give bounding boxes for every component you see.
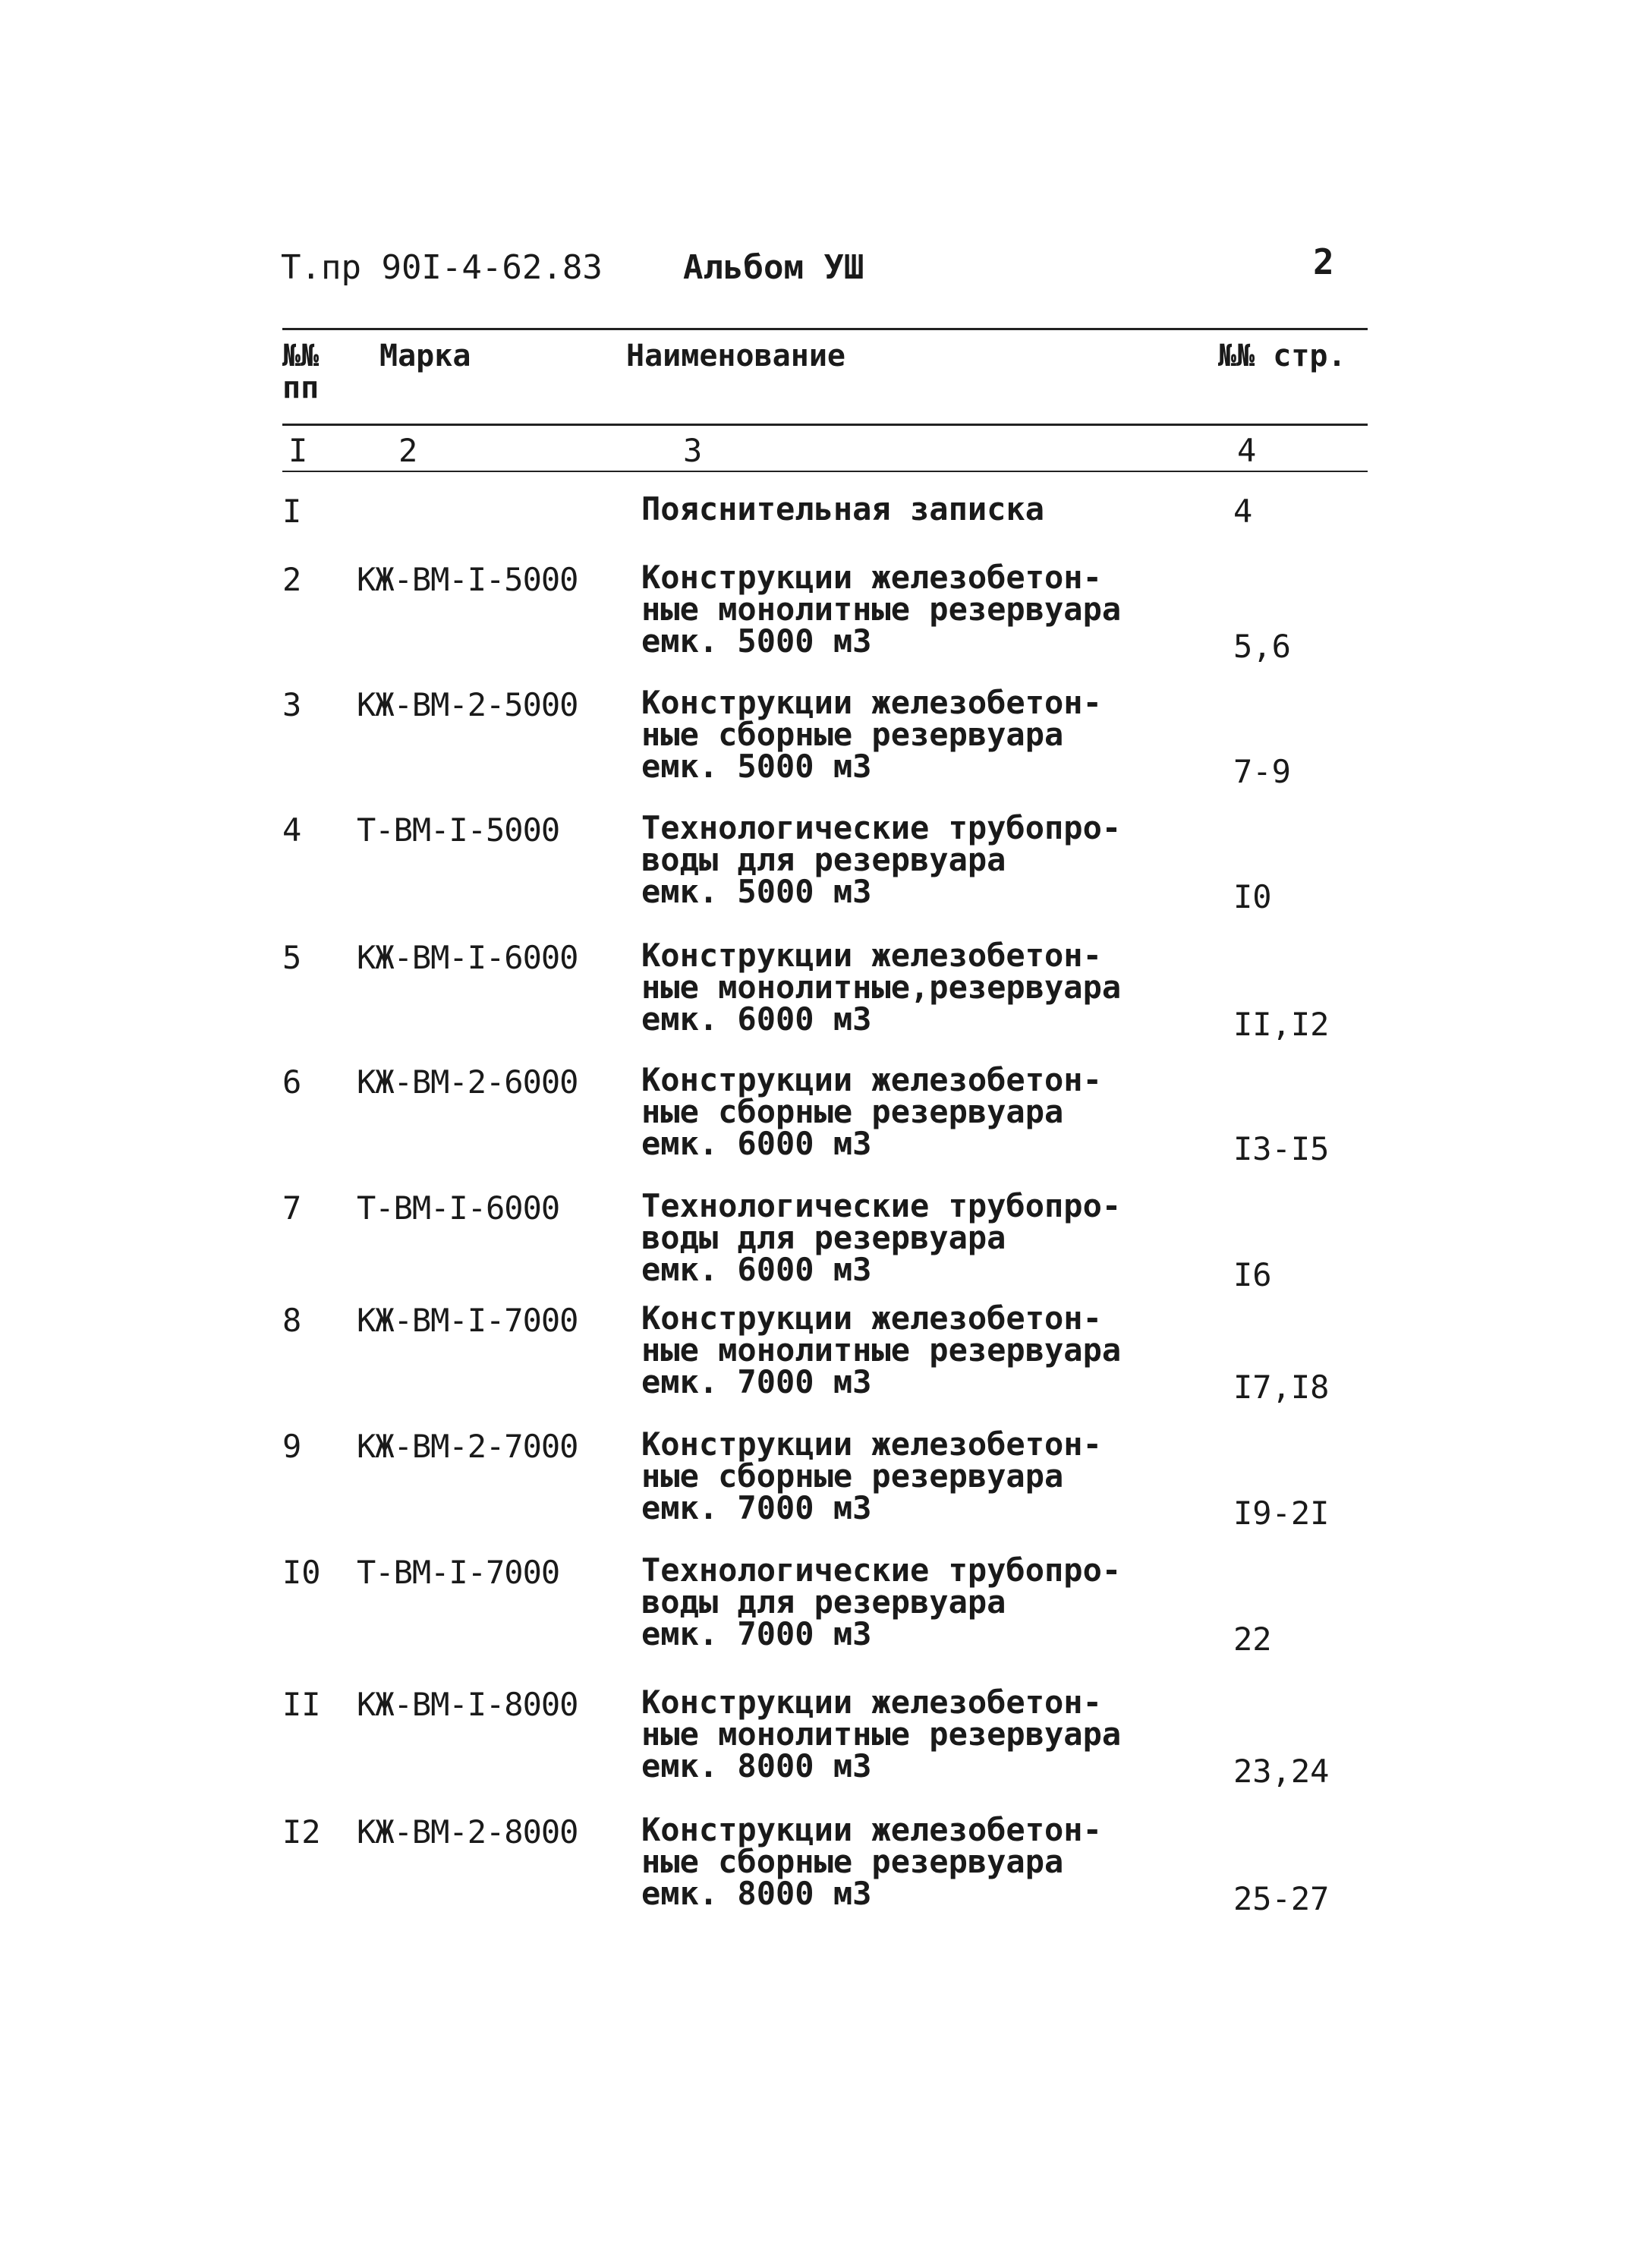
row-name-line: Конструкции железобетон-	[641, 1425, 1102, 1463]
row-name	[641, 490, 1188, 528]
row-mark: КЖ-ВМ-2-7000	[357, 1428, 578, 1465]
row-name-line: Конструкции железобетон-	[641, 1061, 1102, 1098]
row-mark: КЖ-ВМ-I-8000	[357, 1686, 578, 1723]
row-name	[641, 559, 1188, 660]
row-name-line: Конструкции железобетон-	[641, 559, 1102, 596]
row-name-line: Конструкции железобетон-	[641, 1299, 1102, 1337]
column-number-2: 2	[398, 432, 418, 469]
row-name-line: Конструкции железобетон-	[641, 1684, 1102, 1721]
column-header-mark: Марка	[379, 339, 471, 373]
row-number: I2	[282, 1813, 321, 1851]
row-pages: 5,6	[1233, 628, 1291, 665]
row-mark: КЖ-ВМ-I-5000	[357, 561, 578, 598]
row-name-line: емк. 6000 м3	[641, 1125, 872, 1162]
row-name	[641, 1299, 1188, 1400]
row-name-line: Технологические трубопро-	[641, 1551, 1122, 1589]
row-name-line: Конструкции железобетон-	[641, 684, 1102, 721]
row-name-line: Технологические трубопро-	[641, 809, 1122, 846]
row-number: I0	[282, 1554, 321, 1591]
row-pages: I6	[1233, 1256, 1272, 1293]
column-number-1: I	[288, 432, 308, 469]
row-name-line: ные сборные резервуара	[641, 716, 1064, 753]
row-name	[641, 1811, 1188, 1912]
column-numbers-rule	[282, 471, 1368, 472]
row-number: 9	[282, 1428, 302, 1465]
row-number: 8	[282, 1302, 302, 1339]
row-number: 2	[282, 561, 302, 598]
row-name-line: ные сборные резервуара	[641, 1843, 1064, 1880]
row-name	[641, 1425, 1188, 1526]
row-name-line: Конструкции железобетон-	[641, 937, 1102, 974]
row-name-line: ные монолитные резервуара	[641, 1715, 1122, 1753]
row-name	[641, 1061, 1188, 1162]
row-number: 3	[282, 686, 302, 723]
row-number: 6	[282, 1063, 302, 1101]
row-pages: 25-27	[1233, 1880, 1330, 1917]
row-name-line: емк. 5000 м3	[641, 748, 872, 785]
page-header	[281, 241, 1343, 295]
row-number: 7	[282, 1189, 302, 1227]
row-mark: Т-ВМ-I-6000	[357, 1189, 560, 1227]
row-name-line: воды для резервуара	[641, 1583, 1006, 1621]
row-name	[641, 1551, 1188, 1652]
header-bottom-rule	[282, 424, 1368, 426]
row-number: 4	[282, 811, 302, 849]
row-name-line: воды для резервуара	[641, 1219, 1006, 1256]
row-mark: КЖ-ВМ-2-5000	[357, 686, 578, 723]
row-pages: I7,I8	[1233, 1369, 1330, 1406]
row-pages: 7-9	[1233, 753, 1291, 790]
row-name-line: емк. 8000 м3	[641, 1747, 872, 1784]
row-mark: КЖ-ВМ-2-8000	[357, 1813, 578, 1851]
row-mark: Т-ВМ-I-5000	[357, 811, 560, 849]
row-pages: 23,24	[1233, 1753, 1330, 1790]
row-name-line: Пояснительная записка	[641, 490, 1045, 528]
row-number: II	[282, 1686, 321, 1723]
row-pages: 4	[1233, 493, 1253, 530]
row-mark: КЖ-ВМ-I-6000	[357, 939, 578, 976]
row-name	[641, 937, 1188, 1038]
row-name-line: емк. 8000 м3	[641, 1875, 872, 1912]
row-name-line: воды для резервуара	[641, 841, 1006, 878]
row-mark: Т-ВМ-I-7000	[357, 1554, 560, 1591]
column-number-3: 3	[683, 432, 703, 469]
row-name-line: ные сборные резервуара	[641, 1093, 1064, 1130]
row-name-line: емк. 7000 м3	[641, 1363, 872, 1400]
row-pages: 22	[1233, 1621, 1272, 1658]
column-number-4: 4	[1237, 432, 1257, 469]
row-name-line: емк. 7000 м3	[641, 1489, 872, 1526]
album-title: Альбом УШ	[683, 248, 864, 287]
row-name	[641, 809, 1188, 910]
row-number: 5	[282, 939, 302, 976]
row-name-line: емк. 6000 м3	[641, 1000, 872, 1038]
row-mark: КЖ-ВМ-I-7000	[357, 1302, 578, 1339]
page-number: 2	[1313, 241, 1334, 282]
row-name-line: ные монолитные резервуара	[641, 591, 1122, 628]
row-name-line: емк. 7000 м3	[641, 1615, 872, 1652]
table-top-rule	[282, 328, 1368, 330]
document-code: Т.пр 90I-4-62.83	[281, 248, 603, 287]
row-name	[641, 684, 1188, 785]
row-pages: I9-2I	[1233, 1495, 1330, 1532]
row-name-line: ные сборные резервуара	[641, 1457, 1064, 1495]
row-name	[641, 1684, 1188, 1784]
row-name-line: ные монолитные резервуара	[641, 1331, 1122, 1369]
row-name	[641, 1187, 1188, 1288]
row-name-line: Конструкции железобетон-	[641, 1811, 1102, 1848]
column-header-pages: №№ стр.	[1218, 339, 1346, 373]
row-number: I	[282, 493, 302, 530]
row-name-line: ные монолитные,резервуара	[641, 969, 1122, 1006]
row-name-line: емк. 5000 м3	[641, 873, 872, 910]
column-header-number: №№ пп	[282, 339, 320, 405]
row-name-line: емк. 6000 м3	[641, 1251, 872, 1288]
row-name-line: емк. 5000 м3	[641, 622, 872, 660]
row-pages: I0	[1233, 878, 1272, 915]
column-header-name: Наименование	[626, 339, 845, 373]
row-pages: II,I2	[1233, 1006, 1330, 1043]
row-pages: I3-I5	[1233, 1130, 1330, 1167]
row-name-line: Технологические трубопро-	[641, 1187, 1122, 1224]
row-mark: КЖ-ВМ-2-6000	[357, 1063, 578, 1101]
